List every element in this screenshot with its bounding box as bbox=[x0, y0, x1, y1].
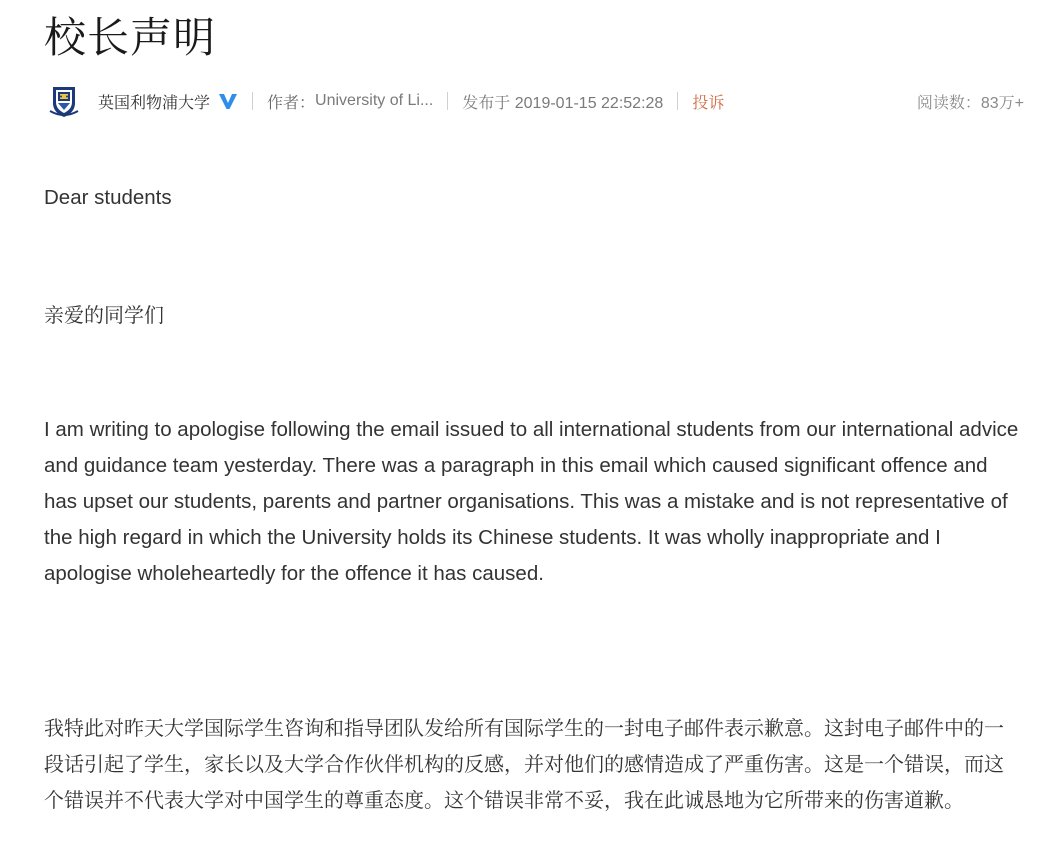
greeting-chinese: 亲爱的同学们 bbox=[44, 303, 164, 327]
read-count: 阅读数：83万+ bbox=[916, 94, 1024, 112]
author-label: 作者： bbox=[267, 94, 316, 112]
meta-divider bbox=[252, 92, 253, 110]
report-link[interactable]: 投诉 bbox=[692, 94, 725, 112]
greeting-english: Dear students bbox=[44, 186, 172, 209]
publish-time: 发布于 2019-01-15 22:52:28 bbox=[462, 94, 664, 112]
body-paragraph-chinese: 我特此对昨天大学国际学生咨询和指导团队发给所有国际学生的一封电子邮件表示歉意。这封电子邮件中的一段话引起了学生，家长以及大学合作伙伴机构的反感，并对他们的感情造成了严重伤害。这是一个错误，而这个错误并不代表大学对中国学生的尊重态度。这个错误非常不妥，我在此诚恳地为它所带来的伤害道歉。 bbox=[44, 716, 1004, 812]
article-title: 校长声明 bbox=[44, 13, 217, 62]
verified-v-icon bbox=[218, 92, 238, 110]
article-meta-bar bbox=[44, 80, 1024, 122]
account-name[interactable]: 英国利物浦大学 bbox=[98, 94, 211, 112]
body-paragraph-english: I am writing to apologise following the email issued to all international students from our international advice and guidance team yesterday. There was a paragraph in this email which caused significant offence and has upset our students, parents and partner organisations. This was a mistake and is not representative of the high regard in which the University holds its Chinese students. It was wholly inappropriate and I apologise wholeheartedly for the offence it has caused. bbox=[44, 418, 1019, 585]
author-name: University of Li... bbox=[315, 92, 434, 109]
meta-divider bbox=[447, 92, 448, 110]
university-crest-icon[interactable] bbox=[44, 81, 84, 121]
meta-divider bbox=[677, 92, 678, 110]
